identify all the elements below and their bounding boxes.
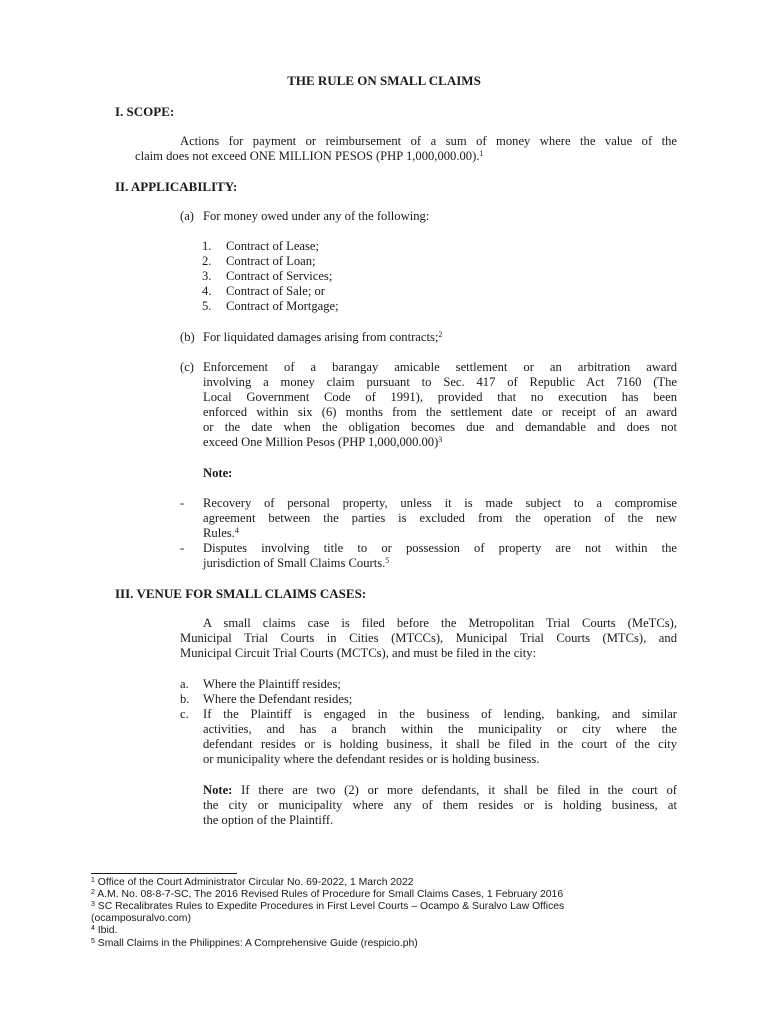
scope-line-text: claim does not exceed ONE MILLION PESOS (PHP 1,000,000.00). bbox=[135, 149, 480, 163]
item-c-line: or the date when the obligation becomes due and demandable and does not bbox=[203, 420, 677, 434]
venue-item-line: defendant resides or is holding business, it shall be filed in the court of the city bbox=[203, 737, 677, 751]
scope-line bbox=[135, 149, 677, 164]
venue-item-line: If the Plaintiff is engaged in the business of lending, banking, and similar bbox=[203, 707, 677, 721]
item-c-line: involving a money claim pursuant to Sec. 417 of Republic Act 7160 (The bbox=[203, 375, 677, 389]
item-b-label: (b) bbox=[180, 330, 195, 344]
list-item bbox=[202, 284, 339, 299]
note-line bbox=[203, 556, 677, 571]
footnote bbox=[91, 901, 691, 925]
applicability-heading: II. APPLICABILITY: bbox=[115, 179, 238, 194]
list-number: 4. bbox=[202, 284, 212, 298]
footnote-text: SC Recalibrates Rules to Expedite Procedures in First Level Courts – Ocampo & Suralvo Law Offices bbox=[97, 901, 565, 912]
venue-note-line bbox=[203, 783, 677, 798]
scope-paragraph bbox=[135, 134, 677, 164]
footnote-text: (ocamposuralvo.com) bbox=[91, 913, 191, 924]
note-line-text: Rules. bbox=[203, 526, 235, 540]
venue-note-line: the option of the Plaintiff. bbox=[203, 813, 334, 827]
list-item bbox=[202, 269, 339, 284]
venue-note bbox=[203, 783, 677, 828]
list-number: 3. bbox=[202, 269, 212, 283]
venue-note-label: Note: bbox=[203, 783, 233, 797]
venue-item-text bbox=[203, 707, 677, 767]
footnote-ref: 5 bbox=[385, 556, 390, 565]
list-number: 1. bbox=[202, 239, 212, 253]
venue-note-line: the city or municipality where any of them resides or is holding business, at bbox=[203, 798, 677, 812]
list-number: 2. bbox=[202, 254, 212, 268]
note-item bbox=[203, 541, 677, 571]
footnote-text: A.M. No. 08-8-7-SC, The 2016 Revised Rules of Procedure for Small Claims Cases, 1 February 2016 bbox=[97, 889, 564, 900]
footnote bbox=[91, 877, 691, 889]
footnote-number: 3 bbox=[91, 901, 95, 908]
list-text: Contract of Services; bbox=[226, 269, 333, 283]
item-a-label: (a) bbox=[180, 209, 194, 223]
footnote-divider bbox=[91, 873, 237, 874]
footnote-number: 1 bbox=[91, 877, 95, 884]
footnote-text: Office of the Court Administrator Circular No. 69-2022, 1 March 2022 bbox=[97, 877, 414, 888]
item-c-line: enforced within six (6) months from the settlement date or receipt of an award bbox=[203, 405, 677, 419]
item-c-line bbox=[203, 435, 677, 450]
venue-item-label: b. bbox=[180, 692, 190, 706]
venue-item-label: a. bbox=[180, 677, 189, 691]
item-b-text bbox=[203, 330, 442, 345]
item-c-line-text: exceed One Million Pesos (PHP 1,000,000.00) bbox=[203, 435, 439, 449]
list-text: Contract of Lease; bbox=[226, 239, 320, 253]
venue-intro-line: Municipal Trial Courts in Cities (MTCCs), Municipal Trial Courts (MTCs), and bbox=[180, 631, 677, 645]
list-text: Contract of Sale; or bbox=[226, 284, 325, 298]
list-text: Contract of Mortgage; bbox=[226, 299, 339, 313]
list-number: 5. bbox=[202, 299, 212, 313]
item-c-line: Enforcement of a barangay amicable settlement or an arbitration award bbox=[203, 360, 677, 374]
footnote-number: 4 bbox=[91, 925, 95, 932]
venue-heading: III. VENUE FOR SMALL CLAIMS CASES: bbox=[115, 586, 367, 601]
venue-item-line: activities, and has a branch within the municipality or city where the bbox=[203, 722, 677, 736]
venue-item-line: or municipality where the defendant resides or is holding business. bbox=[203, 752, 540, 766]
footnote-ref: 3 bbox=[438, 435, 443, 444]
footnote-number: 5 bbox=[91, 938, 95, 945]
item-b-line: For liquidated damages arising from contracts; bbox=[203, 330, 439, 344]
footnote-ref: 1 bbox=[479, 149, 484, 158]
scope-heading: I. SCOPE: bbox=[115, 104, 175, 119]
dash-bullet: - bbox=[180, 541, 185, 555]
dash-bullet: - bbox=[180, 496, 185, 510]
footnote-ref: 2 bbox=[438, 330, 443, 339]
venue-item-label: c. bbox=[180, 707, 189, 721]
venue-item-text: Where the Defendant resides; bbox=[203, 692, 353, 706]
footnote-text: Ibid. bbox=[97, 925, 118, 936]
note-line: Recovery of personal property, unless it is made subject to a compromise bbox=[203, 496, 677, 510]
footnote bbox=[91, 938, 691, 950]
footnote-number: 2 bbox=[91, 889, 95, 896]
footnote bbox=[91, 925, 691, 937]
list-item bbox=[202, 239, 339, 254]
contracts-list bbox=[202, 239, 339, 314]
venue-intro-line: A small claims case is filed before the Metropolitan Trial Courts (MeTCs), bbox=[203, 616, 677, 630]
footnote-ref: 4 bbox=[234, 526, 239, 535]
footnote-text: Small Claims in the Philippines: A Comprehensive Guide (respicio.ph) bbox=[97, 938, 418, 949]
note-item bbox=[203, 496, 677, 541]
venue-intro-line: Municipal Circuit Trial Courts (MCTCs), and must be filed in the city: bbox=[180, 646, 537, 660]
list-item bbox=[202, 299, 339, 314]
footnote bbox=[91, 889, 691, 901]
note-line bbox=[203, 526, 677, 541]
venue-note-text: If there are two (2) or more defendants, it shall be filed in the court of bbox=[232, 783, 677, 797]
item-c-line: Local Government Code of 1991), provided that no execution has been bbox=[203, 390, 677, 404]
item-a-text: For money owed under any of the following: bbox=[203, 209, 430, 223]
venue-item-text: Where the Plaintiff resides; bbox=[203, 677, 341, 691]
item-c-label: (c) bbox=[180, 360, 194, 374]
list-text: Contract of Loan; bbox=[226, 254, 316, 268]
venue-intro bbox=[180, 616, 677, 661]
scope-line: Actions for payment or reimbursement of a sum of money where the value of the bbox=[180, 134, 677, 148]
list-item bbox=[202, 254, 339, 269]
document-title: THE RULE ON SMALL CLAIMS bbox=[287, 73, 481, 88]
note-label: Note: bbox=[203, 466, 233, 480]
note-line-text: jurisdiction of Small Claims Courts. bbox=[203, 556, 386, 570]
item-c-text bbox=[203, 360, 677, 450]
note-line: agreement between the parties is excluded from the operation of the new bbox=[203, 511, 677, 525]
note-line: Disputes involving title to or possession of property are not within the bbox=[203, 541, 677, 555]
